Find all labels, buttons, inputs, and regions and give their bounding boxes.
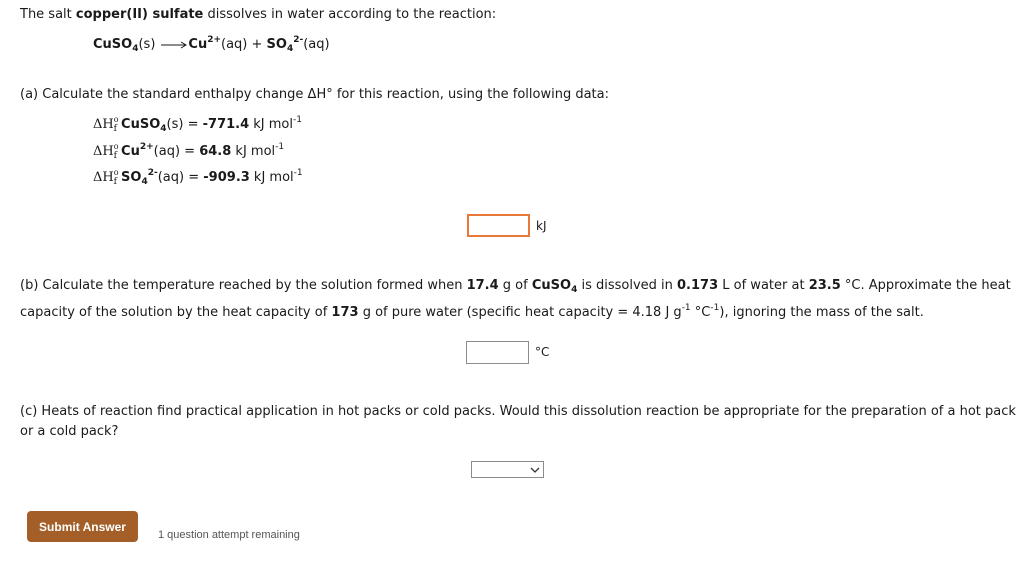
kj-unit-label: kJ bbox=[536, 219, 547, 233]
chevron-down-icon bbox=[530, 465, 540, 475]
enthalpy-answer-input[interactable] bbox=[467, 214, 530, 237]
part-c-question-line1: (c) Heats of reaction find practical application in hot packs or cold packs. Would this dissolution reaction be appropriate for the preparation of a hot pack bbox=[20, 404, 1016, 419]
part-b-question-line1: (b) Calculate the temperature reached by the solution formed when 17.4 g of CuSO$_4$ is dissolved in 0.173 L of water at 23.5 °C. Approximate the heat bbox=[20, 278, 1011, 295]
enthalpy-data-row: $\Delta H^o_f$ $SO_4^{2-}(aq) = -909.3$ kJ mol$^{-1}$ bbox=[93, 168, 303, 187]
part-b-question-line2: capacity of the solution by the heat capacity of 173 g of pure water (specific heat capacity = 4.18 J $g^{-1}$ $^\circ C^{-1}$), ignoring the mass of the salt. bbox=[20, 303, 924, 320]
temperature-answer-input[interactable] bbox=[466, 341, 529, 364]
part-a-question: (a) Calculate the standard enthalpy change ΔH° for this reaction, using the following data: bbox=[20, 87, 610, 102]
enthalpy-data-row: $\Delta H^o_f$ $Cu^{2+}(aq) = 64.8$ kJ mol$^{-1}$ bbox=[93, 142, 285, 161]
reaction-arrow-icon bbox=[161, 41, 187, 49]
celsius-unit-label: °C bbox=[535, 345, 550, 359]
intro-text: The salt copper(II) sulfate dissolves in water according to the reaction: bbox=[20, 7, 497, 22]
attempts-remaining-text: 1 question attempt remaining bbox=[158, 529, 300, 541]
part-c-question-line2: or a cold pack? bbox=[20, 424, 119, 439]
reaction-equation: CuSO$_4$(s) $Cu^{2+}(aq) + SO_4^{2-}(aq)$ bbox=[93, 35, 330, 54]
submit-answer-button[interactable]: Submit Answer bbox=[27, 511, 138, 542]
hot-cold-pack-select[interactable] bbox=[471, 461, 544, 478]
enthalpy-data-row: $\Delta H^o_f$ CuSO$_4$(s) = -771.4 kJ mol$^{-1}$ bbox=[93, 115, 302, 134]
